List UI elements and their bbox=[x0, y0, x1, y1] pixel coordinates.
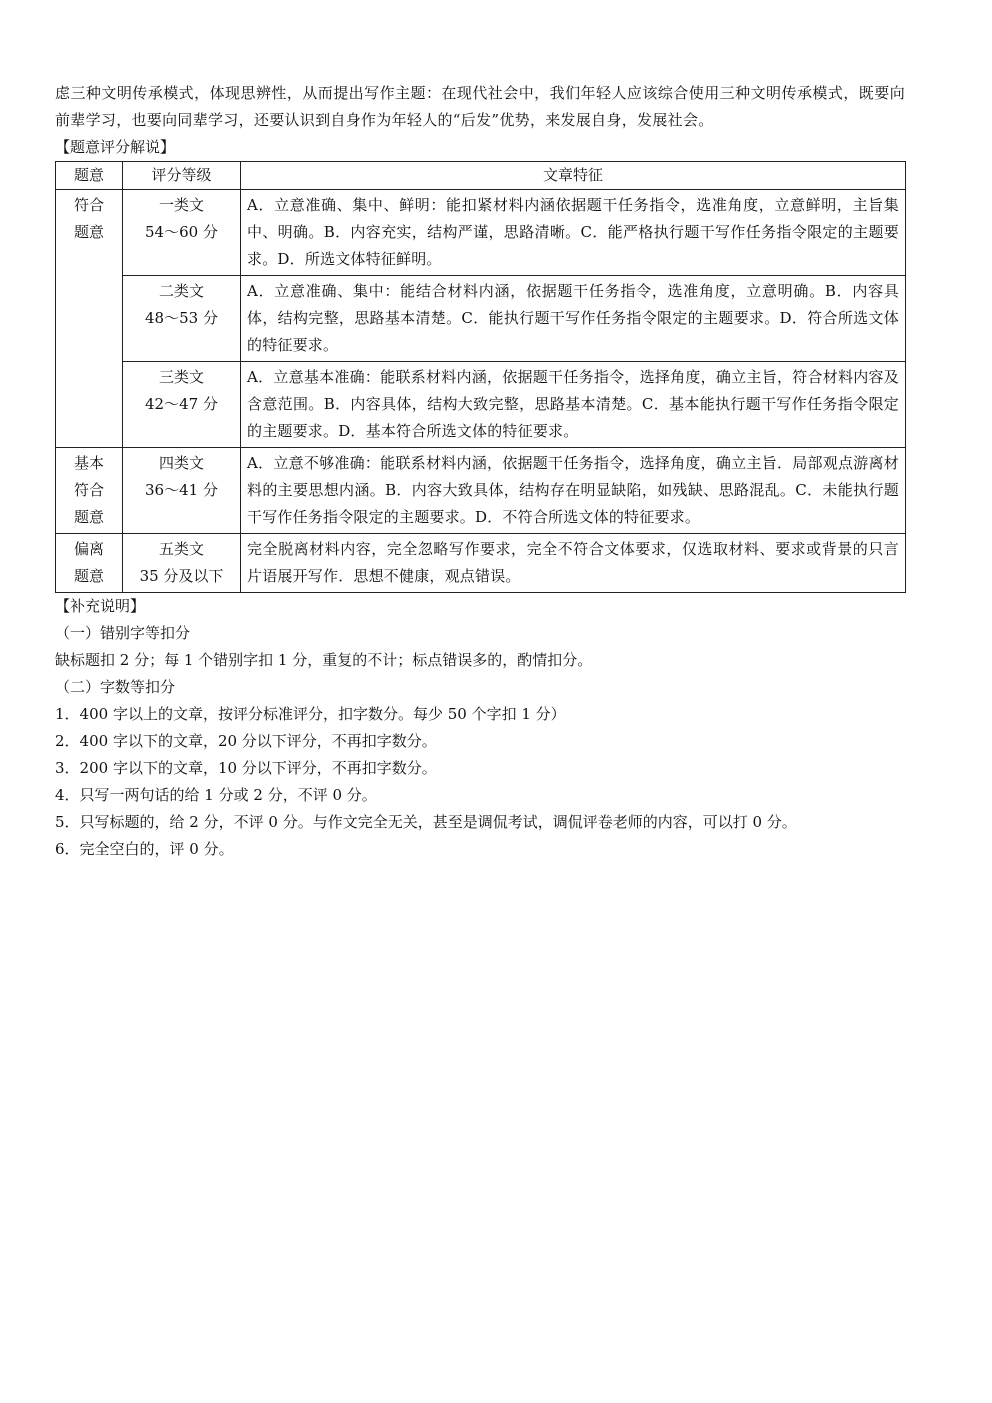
intro-paragraph: 虑三种文明传承模式，体现思辨性，从而提出写作主题：在现代社会中，我们年轻人应该综合使用三种文明传承模式，既要向前辈学习，也要向同辈学习，还要认识到自身作为年轻人的“后发”优势，来发展自身，发展社会。 bbox=[55, 84, 905, 129]
list-item: 1．400 字以上的文章，按评分标准评分，扣字数分。每少 50 个字扣 1 分） bbox=[55, 705, 566, 723]
header-feature: 文章特征 bbox=[241, 162, 906, 190]
supplement-sub1-text: 缺标题扣 2 分；每 1 个错别字扣 1 分，重复的不计；标点错误多的，酌情扣分。 bbox=[55, 651, 593, 669]
list-item: 6．完全空白的，评 0 分。 bbox=[55, 840, 234, 858]
table-header-row bbox=[56, 162, 906, 190]
grade-score: 36～41 分 bbox=[145, 481, 218, 499]
grade-score: 54～60 分 bbox=[145, 223, 218, 241]
grade-name: 四类文 bbox=[158, 454, 204, 472]
group-label-fits: 符合 题意 bbox=[56, 190, 123, 448]
feature-cell: A．立意准确、集中、鲜明：能扣紧材料内涵依据题干任务指令，选准角度，立意鲜明，主旨集中、明确。B．内容充实，结构严谨，思路清晰。C．能严格执行题干写作任务指令限定的主题要求。D．所选文体特征鲜明。 bbox=[241, 190, 906, 276]
grade-score: 48～53 分 bbox=[145, 309, 218, 327]
feature-cell: A．立意基本准确：能联系材料内涵，依据题干任务指令，选择角度，确立主旨，符合材料内容及含意范围。B．内容具体，结构大致完整，思路基本清楚。C．基本能执行题干写作任务指令限定的主题要求。D．基本符合所选文体的特征要求。 bbox=[241, 362, 906, 448]
supplement-sub1-title: （一）错别字等扣分 bbox=[55, 624, 191, 642]
grade-cell bbox=[123, 534, 241, 593]
group-label-basic: 基本 符合 题意 bbox=[56, 448, 123, 534]
feature-cell: A．立意不够准确：能联系材料内涵，依据题干任务指令，选择角度，确立主旨．局部观点游离材料的主要思想内涵。B．内容大致具体，结构存在明显缺陷，如残缺、思路混乱。C．未能执行题干写作任务指令限定的主题要求。D．不符合所选文体的特征要求。 bbox=[241, 448, 906, 534]
document-page bbox=[55, 80, 905, 863]
list-item: 5．只写标题的，给 2 分，不评 0 分。与作文完全无关，甚至是调侃考试，调侃评卷老师的内容，可以打 0 分。 bbox=[55, 813, 797, 831]
supplement-section bbox=[55, 593, 905, 863]
grade-cell bbox=[123, 362, 241, 448]
list-item: 2．400 字以下的文章，20 分以下评分，不再扣字数分。 bbox=[55, 732, 437, 750]
grade-name: 一类文 bbox=[158, 196, 204, 214]
header-topic: 题意 bbox=[56, 162, 123, 190]
list-item: 3．200 字以下的文章，10 分以下评分，不再扣字数分。 bbox=[55, 759, 437, 777]
table-row bbox=[56, 190, 906, 276]
grade-cell bbox=[123, 276, 241, 362]
grading-table bbox=[55, 161, 906, 593]
feature-cell: A．立意准确、集中：能结合材料内涵，依据题干任务指令，选准角度，立意明确。B．内容具体，结构完整，思路基本清楚。C．能执行题干写作任务指令限定的主题要求。D．符合所选文体的特征要求。 bbox=[241, 276, 906, 362]
table-row bbox=[56, 448, 906, 534]
grade-name: 三类文 bbox=[158, 368, 204, 386]
header-grade: 评分等级 bbox=[123, 162, 241, 190]
group-label-off: 偏离 题意 bbox=[56, 534, 123, 593]
table-row bbox=[56, 362, 906, 448]
grading-title: 【题意评分解说】 bbox=[55, 138, 176, 156]
table-row bbox=[56, 534, 906, 593]
list-item: 4．只写一两句话的给 1 分或 2 分，不评 0 分。 bbox=[55, 786, 377, 804]
grade-score: 35 分及以下 bbox=[139, 567, 224, 585]
grade-name: 二类文 bbox=[158, 282, 204, 300]
table-row bbox=[56, 276, 906, 362]
grade-name: 五类文 bbox=[158, 540, 204, 558]
supplement-title: 【补充说明】 bbox=[55, 597, 146, 615]
grade-cell bbox=[123, 448, 241, 534]
supplement-sub2-title: （二）字数等扣分 bbox=[55, 678, 176, 696]
grade-cell bbox=[123, 190, 241, 276]
grade-score: 42～47 分 bbox=[145, 395, 218, 413]
feature-cell: 完全脱离材料内容，完全忽略写作要求，完全不符合文体要求，仅选取材料、要求或背景的只言片语展开写作．思想不健康，观点错误。 bbox=[241, 534, 906, 593]
